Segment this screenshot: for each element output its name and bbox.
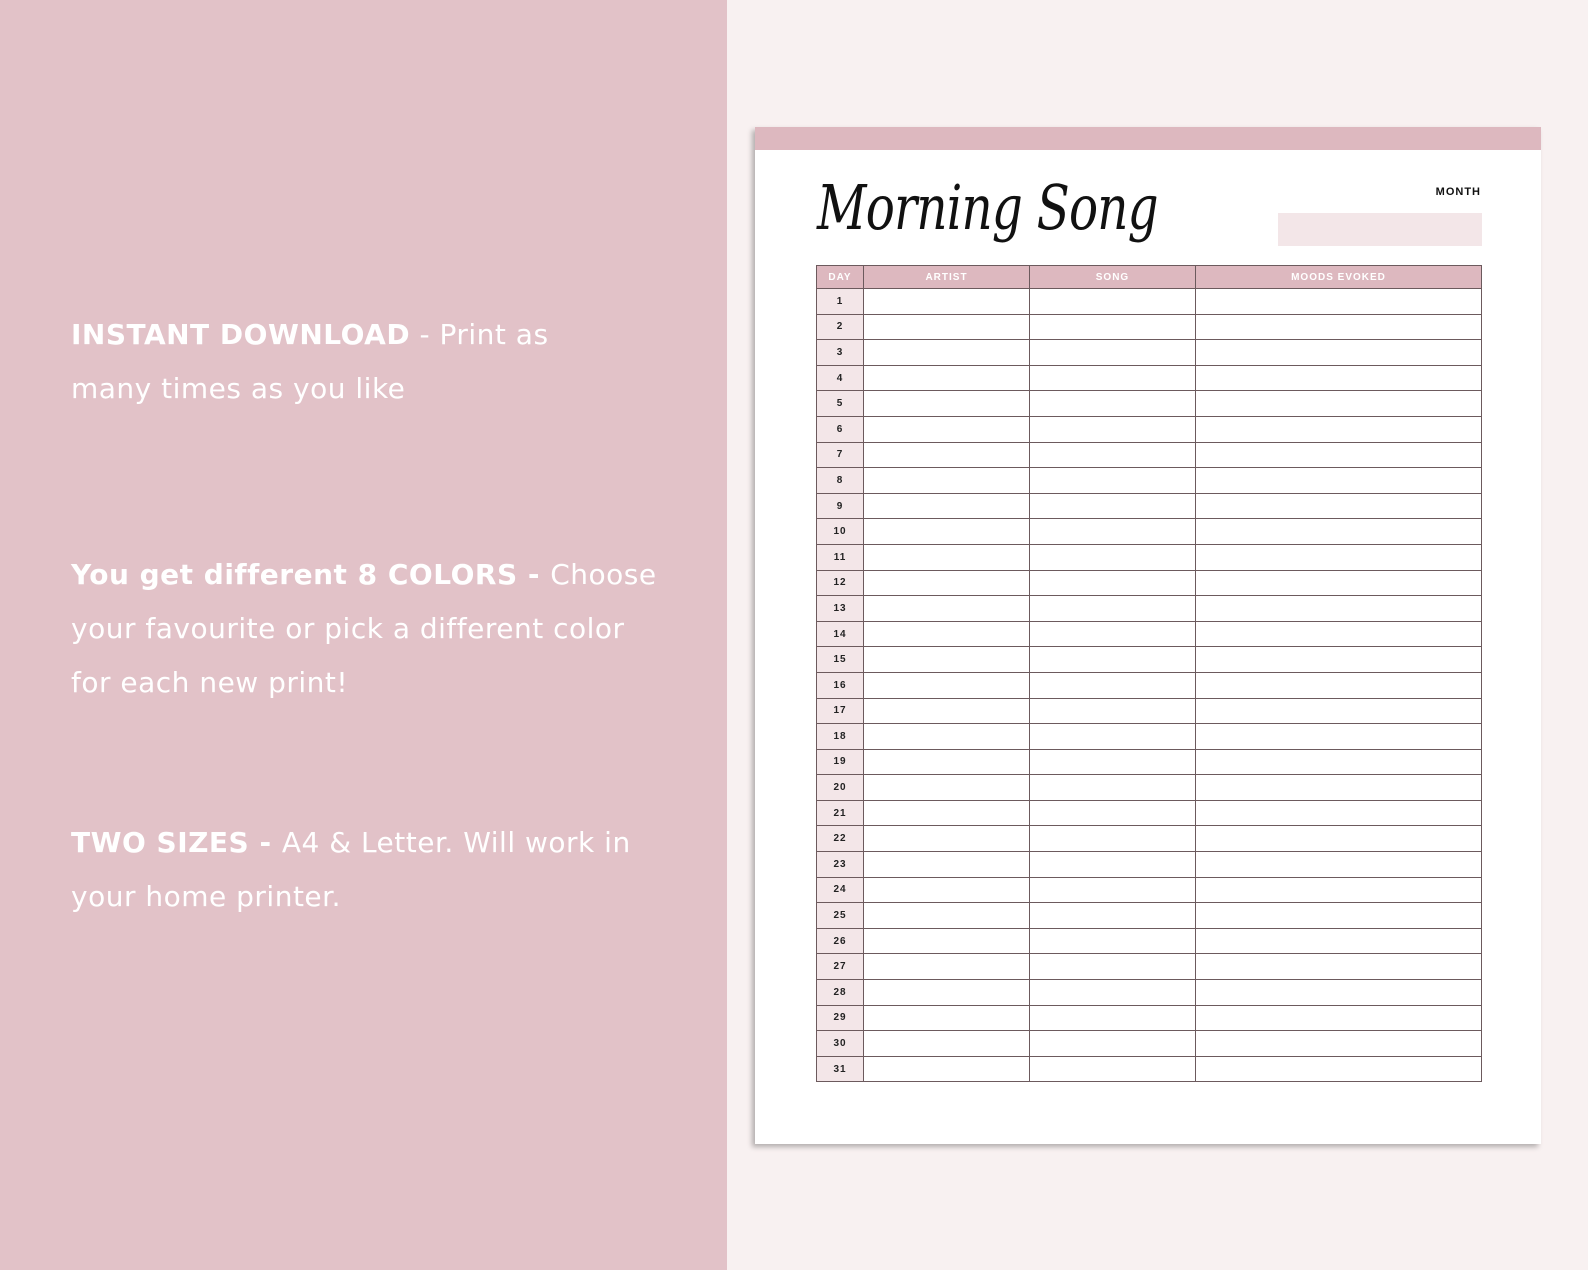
table-row [817, 1005, 1482, 1031]
table-row [817, 365, 1482, 391]
artist-cell [864, 596, 1030, 622]
table-row [817, 877, 1482, 903]
day-number: 9 [817, 493, 864, 519]
artist-cell [864, 314, 1030, 340]
table-row [817, 391, 1482, 417]
moods-cell [1196, 314, 1482, 340]
day-number: 24 [817, 877, 864, 903]
sheet-header-band [755, 127, 1541, 150]
artist-cell [864, 1005, 1030, 1031]
month-field [1278, 213, 1482, 246]
month-label: MONTH [1435, 186, 1481, 198]
day-number: 8 [817, 468, 864, 494]
moods-cell [1196, 672, 1482, 698]
table-row [817, 698, 1482, 724]
feature-text: A4 & Letter. Will work in your home printer. [71, 826, 631, 913]
table-row [817, 442, 1482, 468]
artist-cell [864, 647, 1030, 673]
day-number: 16 [817, 672, 864, 698]
feature-colors [71, 548, 671, 710]
table-row [817, 570, 1482, 596]
moods-cell [1196, 340, 1482, 366]
artist-cell [864, 826, 1030, 852]
day-number: 10 [817, 519, 864, 545]
artist-cell [864, 289, 1030, 315]
artist-cell [864, 442, 1030, 468]
artist-cell [864, 698, 1030, 724]
day-number: 15 [817, 647, 864, 673]
day-number: 29 [817, 1005, 864, 1031]
table-row [817, 672, 1482, 698]
song-cell [1030, 365, 1196, 391]
table-row [817, 1031, 1482, 1057]
artist-cell [864, 852, 1030, 878]
artist-cell [864, 800, 1030, 826]
day-number: 4 [817, 365, 864, 391]
song-cell [1030, 903, 1196, 929]
day-number: 18 [817, 724, 864, 750]
song-cell [1030, 800, 1196, 826]
moods-cell [1196, 621, 1482, 647]
day-number: 26 [817, 928, 864, 954]
moods-cell [1196, 442, 1482, 468]
artist-cell [864, 1031, 1030, 1057]
artist-cell [864, 1056, 1030, 1082]
column-header-song: SONG [1030, 266, 1196, 289]
day-number: 25 [817, 903, 864, 929]
moods-cell [1196, 570, 1482, 596]
feature-heading: INSTANT DOWNLOAD [71, 318, 411, 351]
song-cell [1030, 724, 1196, 750]
song-cell [1030, 493, 1196, 519]
table-row [817, 596, 1482, 622]
column-header-day: DAY [817, 266, 864, 289]
artist-cell [864, 954, 1030, 980]
moods-cell [1196, 519, 1482, 545]
song-cell [1030, 775, 1196, 801]
song-cell [1030, 468, 1196, 494]
song-cell [1030, 647, 1196, 673]
moods-cell [1196, 826, 1482, 852]
table-row [817, 775, 1482, 801]
day-number: 20 [817, 775, 864, 801]
table-row [817, 826, 1482, 852]
song-cell [1030, 596, 1196, 622]
table-row [817, 903, 1482, 929]
day-number: 5 [817, 391, 864, 417]
table-row [817, 289, 1482, 315]
song-cell [1030, 928, 1196, 954]
song-cell [1030, 749, 1196, 775]
artist-cell [864, 340, 1030, 366]
artist-cell [864, 544, 1030, 570]
moods-cell [1196, 1005, 1482, 1031]
day-number: 22 [817, 826, 864, 852]
table-row [817, 928, 1482, 954]
song-cell [1030, 340, 1196, 366]
day-number: 7 [817, 442, 864, 468]
song-cell [1030, 416, 1196, 442]
song-cell [1030, 519, 1196, 545]
day-number: 28 [817, 980, 864, 1006]
song-cell [1030, 954, 1196, 980]
table-row [817, 724, 1482, 750]
moods-cell [1196, 698, 1482, 724]
artist-cell [864, 519, 1030, 545]
moods-cell [1196, 954, 1482, 980]
table-row [817, 647, 1482, 673]
song-cell [1030, 672, 1196, 698]
day-number: 17 [817, 698, 864, 724]
artist-cell [864, 724, 1030, 750]
song-cell [1030, 1005, 1196, 1031]
moods-cell [1196, 596, 1482, 622]
artist-cell [864, 928, 1030, 954]
day-number: 3 [817, 340, 864, 366]
day-number: 31 [817, 1056, 864, 1082]
column-header-artist: ARTIST [864, 266, 1030, 289]
artist-cell [864, 621, 1030, 647]
day-number: 11 [817, 544, 864, 570]
moods-cell [1196, 493, 1482, 519]
feature-text: - Print as many times as you like [71, 318, 549, 405]
day-number: 2 [817, 314, 864, 340]
song-cell [1030, 826, 1196, 852]
table-row [817, 800, 1482, 826]
planner-title: Morning Song [817, 171, 1158, 244]
artist-cell [864, 570, 1030, 596]
table-row [817, 1056, 1482, 1082]
moods-cell [1196, 416, 1482, 442]
table-row [817, 314, 1482, 340]
moods-cell [1196, 365, 1482, 391]
day-number: 6 [817, 416, 864, 442]
day-number: 21 [817, 800, 864, 826]
table-row [817, 340, 1482, 366]
day-number: 27 [817, 954, 864, 980]
left-panel [0, 0, 727, 1270]
feature-two-sizes [71, 816, 631, 924]
artist-cell [864, 365, 1030, 391]
table-body [817, 289, 1482, 1082]
feature-heading: TWO SIZES - [71, 826, 282, 859]
day-number: 1 [817, 289, 864, 315]
song-cell [1030, 391, 1196, 417]
artist-cell [864, 749, 1030, 775]
feature-heading: You get different 8 COLORS - [71, 558, 551, 591]
artist-cell [864, 672, 1030, 698]
moods-cell [1196, 544, 1482, 570]
moods-cell [1196, 289, 1482, 315]
table-header-row [817, 266, 1482, 289]
song-log-table [816, 265, 1482, 1082]
feature-instant-download [71, 308, 631, 416]
day-number: 12 [817, 570, 864, 596]
song-cell [1030, 698, 1196, 724]
moods-cell [1196, 724, 1482, 750]
moods-cell [1196, 391, 1482, 417]
table-row [817, 980, 1482, 1006]
day-number: 30 [817, 1031, 864, 1057]
column-header-moods: MOODS EVOKED [1196, 266, 1482, 289]
moods-cell [1196, 647, 1482, 673]
moods-cell [1196, 980, 1482, 1006]
table-row [817, 749, 1482, 775]
song-cell [1030, 442, 1196, 468]
artist-cell [864, 416, 1030, 442]
song-cell [1030, 852, 1196, 878]
song-cell [1030, 877, 1196, 903]
artist-cell [864, 980, 1030, 1006]
artist-cell [864, 903, 1030, 929]
table-row [817, 468, 1482, 494]
table-row [817, 519, 1482, 545]
table-row [817, 852, 1482, 878]
artist-cell [864, 493, 1030, 519]
artist-cell [864, 391, 1030, 417]
moods-cell [1196, 928, 1482, 954]
table-row [817, 954, 1482, 980]
moods-cell [1196, 852, 1482, 878]
moods-cell [1196, 468, 1482, 494]
song-cell [1030, 621, 1196, 647]
table-row [817, 544, 1482, 570]
day-number: 13 [817, 596, 864, 622]
planner-sheet [755, 127, 1541, 1144]
artist-cell [864, 775, 1030, 801]
feature-text: Choose your favourite or pick a different color for each new print! [71, 558, 657, 699]
day-number: 19 [817, 749, 864, 775]
artist-cell [864, 877, 1030, 903]
day-number: 23 [817, 852, 864, 878]
song-cell [1030, 980, 1196, 1006]
song-cell [1030, 314, 1196, 340]
moods-cell [1196, 877, 1482, 903]
moods-cell [1196, 749, 1482, 775]
moods-cell [1196, 775, 1482, 801]
artist-cell [864, 468, 1030, 494]
song-cell [1030, 1031, 1196, 1057]
table-row [817, 416, 1482, 442]
table-row [817, 621, 1482, 647]
moods-cell [1196, 800, 1482, 826]
song-cell [1030, 544, 1196, 570]
song-cell [1030, 570, 1196, 596]
table-row [817, 493, 1482, 519]
song-cell [1030, 1056, 1196, 1082]
moods-cell [1196, 903, 1482, 929]
day-number: 14 [817, 621, 864, 647]
song-cell [1030, 289, 1196, 315]
moods-cell [1196, 1031, 1482, 1057]
moods-cell [1196, 1056, 1482, 1082]
